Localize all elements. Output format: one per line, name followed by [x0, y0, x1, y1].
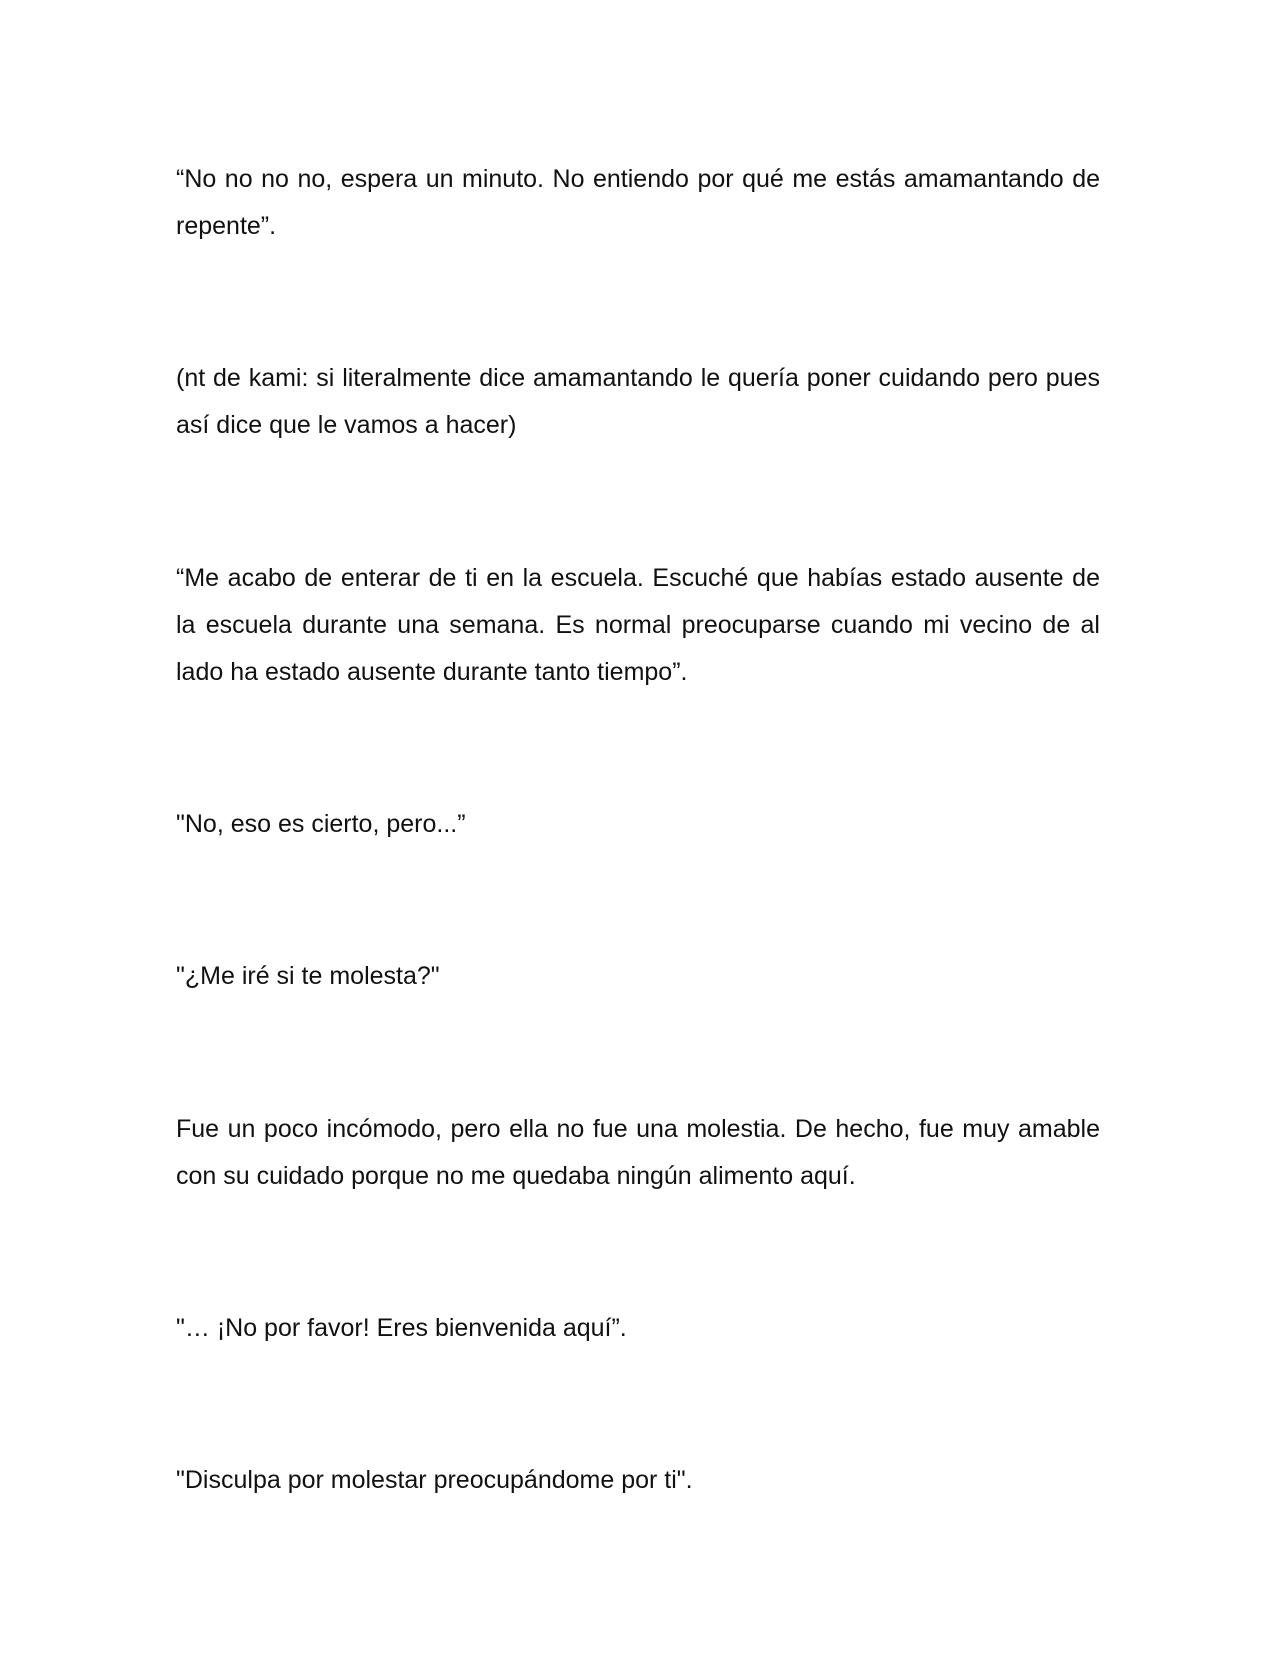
- paragraph-6: Fue un poco incómodo, pero ella no fue una molestia. De hecho, fue muy amable con su cuidado porque no me quedaba ningún alimento aquí.: [176, 1115, 1100, 1190]
- paragraph-2: (nt de kami: si literalmente dice amamantando le quería poner cuidando pero pues así dice que le vamos a hacer): [176, 364, 1100, 439]
- paragraph-5: "¿Me iré si te molesta?": [176, 962, 440, 990]
- paragraph-7: "… ¡No por favor! Eres bienvenida aquí”.: [176, 1314, 627, 1342]
- paragraph-8: "Disculpa por molestar preocupándome por ti".: [176, 1466, 693, 1494]
- paragraph-4: "No, eso es cierto, pero...”: [176, 810, 466, 838]
- paragraph-1: “No no no no, espera un minuto. No entiendo por qué me estás amamantando de repente”.: [176, 165, 1100, 240]
- paragraph-3: “Me acabo de enterar de ti en la escuela. Escuché que habías estado ausente de la escuela durante una semana. Es normal preocuparse cuando mi vecino de al lado ha estado ausente durante tanto tiempo”.: [176, 564, 1100, 686]
